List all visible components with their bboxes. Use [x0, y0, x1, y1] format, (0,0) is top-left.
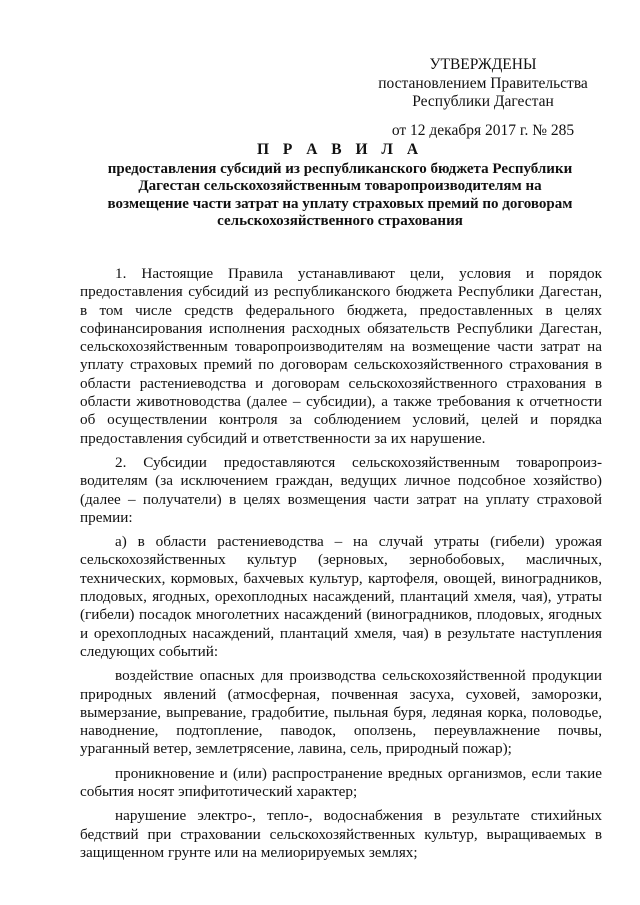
- document-body: [80, 265, 602, 862]
- paragraph-1: 1. Настоящие Правила устанавливают цели, условия и порядок предоставления субсидий из республиканского бюджета Республики Дагестан, в том числе средств федерального бюджета, предоставленных в целях софинансирования исполнения расходных обязательств Республики Дагестан, сельскохозяйственным товаропроизводителям на возмещение части затрат на уплату страховых премий по договорам сельскохозяйственного страхования в области растениеводства и договорам сельскохозяйственного страхования в области животноводства (далее – субсидии), а также требования к отчетности об осуществлении контроля за соблюдением условий, целей и порядка предоставления субсидий и ответственности за их нарушение.: [80, 265, 602, 447]
- approval-date: от 12 декабря 2017 г. № 285: [391, 121, 575, 139]
- paragraph-events-1: воздействие опасных для производства сельскохозяйственной продукции природных явлений (атмосферная, почвенная засуха, суховей, заморозки, вымерзание, выпревание, градобитие, пыльная буря, ледяная корка, половодье, наводнение, подтопление, паводок, оползень, переувлажнение почвы, ураганный ветер, землетрясение, лавина, сель, природный пожар);: [80, 667, 602, 758]
- approved-heading: УТВЕРЖДЕНЫ: [429, 56, 537, 73]
- document-subtitle: предоставления субсидий из республиканского бюджета Республики Дагестан сельскохозяйственным товаропроизводителям на возмещение части затрат на уплату страховых премий по договорам сельскохозяйственного страхования: [107, 160, 573, 229]
- approval-block: [368, 56, 598, 140]
- paragraph-events-2: проникновение и (или) распространение вредных организмов, если такие события носят эпифитотический характер;: [80, 764, 602, 801]
- paragraph-2a: а) в области растениеводства – на случай утраты (гибели) урожая сельскохозяйственных культур (зерновых, зернобобовых, масличных, технических, кормовых, бахчевых культур, картофеля, овощей, виноградников, плодовых, ягодных, орехоплодных насаждений, плантаций хмеля, чая), утраты (гибели) посадок многолетних насаждений (виноградников, плодовых, ягодных и орехоплодных насаждений, плантаций хмеля, чая) в результате наступления следующих событий:: [80, 533, 602, 660]
- approved-line-1: постановлением Правительства: [378, 74, 588, 92]
- approved-line-2: Республики Дагестан: [412, 93, 554, 110]
- paragraph-2: 2. Субсидии предоставляются сельскохозяйственным товаропроизводителям (за исключением граждан, ведущих личное подсобное хозяйство) (далее – получатели) в целях возмещения части затрат на уплату страховой премии:: [80, 453, 602, 526]
- document-title: П Р А В И Л А: [256, 141, 424, 158]
- document-title-block: [80, 141, 600, 231]
- paragraph-events-3: нарушение электро-, тепло-, водоснабжения в результате стихийных бедствий при страховании сельскохозяйственных культур, выращиваемых в защищенном грунте или на мелиорируемых землях;: [80, 807, 602, 861]
